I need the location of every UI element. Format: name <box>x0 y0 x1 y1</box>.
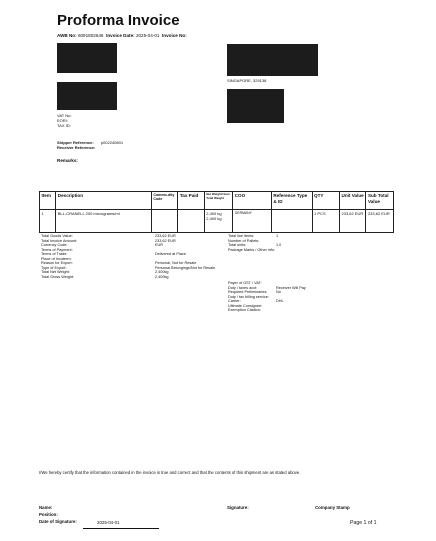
awb-value: 6091802646 <box>77 33 104 38</box>
invoice-date-label: Invoice Date: <box>106 33 135 38</box>
summary-label: Number of Pallets: <box>228 238 260 243</box>
payment-label: Required Preliminaries: <box>228 290 268 294</box>
signature-label: Signature: <box>227 505 249 510</box>
cell-item: 1 <box>40 210 56 233</box>
col-subtotal: Sub Total Value <box>366 192 394 210</box>
payment-label: Duty / taxes acct: <box>228 285 258 290</box>
invoice-date-value: 2025-04-01 <box>135 33 160 38</box>
payment-value <box>276 308 336 313</box>
certification-statement: I/We hereby certify that the information contained in the invoice is true and correct and that the contents of this shipment are as stated above. <box>39 470 301 475</box>
redacted-sender-details <box>57 82 117 110</box>
name-label: Name: <box>39 505 53 510</box>
items-table <box>39 191 394 233</box>
cell-weight: 2,400 kg 2,400 kg <box>204 210 232 233</box>
summary-label: Total units: <box>228 243 247 247</box>
summary-label: Type of Export: <box>41 265 67 270</box>
invoice-no-label: Invoice No: <box>162 33 187 38</box>
items-table-header <box>40 192 394 210</box>
col-commodity-code: Commo-dity Code <box>151 192 177 210</box>
shipper-ref-value: p002240801 <box>100 140 124 145</box>
position-label: Position: <box>39 512 58 517</box>
recipient-city-line: SINGAPORE, 329138 <box>227 78 267 83</box>
col-net-weight: Net Weight/ Item Total Weight <box>204 192 232 210</box>
payment-label: Ultimate Consignee: <box>228 303 263 308</box>
cell-subtotal: 233,62 EUR <box>366 210 394 233</box>
awb-label: AWB No: <box>57 33 77 38</box>
summary-label: Total Invoice Amount: <box>41 238 78 243</box>
summary-value: 1,0 <box>276 243 282 247</box>
summary-value: 233,62 EUR <box>155 238 176 243</box>
summary-value: Delivered at Place <box>155 252 186 256</box>
summary-label: Package Marks / Other info: <box>228 247 276 252</box>
payment-label: Duty / tax billing service: <box>228 294 269 299</box>
date-of-signature-value: 2025-04-01 <box>97 520 120 525</box>
summary-value: 2,400kg <box>155 270 169 274</box>
payment-value: No <box>276 290 281 294</box>
table-row <box>40 210 394 233</box>
summary-label: Place of Incoterm: <box>41 256 72 261</box>
summary-label: Total line items: <box>228 234 255 238</box>
cell-description: BLL-CRANELL 200 micrograms/ml <box>56 210 152 233</box>
taxid-label: TAX ID: <box>57 123 71 128</box>
receiver-ref-label: Receiver Reference: <box>57 145 96 150</box>
col-description: Description <box>56 192 152 210</box>
summary-value: 2,400kg <box>155 274 169 279</box>
col-coo: COO <box>233 192 272 210</box>
eori-label: EORI: <box>57 118 68 123</box>
redacted-recipient-address <box>227 44 318 76</box>
payment-value: Receiver Will Pay <box>276 285 306 290</box>
date-signature-line <box>83 528 159 529</box>
summary-left-labels <box>41 234 161 279</box>
summary-value <box>276 248 326 253</box>
col-qty: QTY <box>312 192 339 210</box>
cell-unit-value: 233,62 EUR <box>340 210 366 233</box>
shipper-ref-label: Shipper Reference: <box>57 140 94 145</box>
cell-reference <box>271 210 312 233</box>
summary-label: Total Net Weight: <box>41 270 70 274</box>
payment-label: Carrier: <box>228 299 241 303</box>
summary-label: Terms of Trade: <box>41 252 68 256</box>
col-tax-paid: Tax Paid <box>178 192 204 210</box>
payment-values <box>276 281 336 313</box>
receiver-reference <box>57 145 95 150</box>
summary-label: Reason for Export: <box>41 261 73 265</box>
summary-label: Total Gross Weight: <box>41 274 75 279</box>
payment-label: Exemption Citation: <box>228 308 261 312</box>
date-of-signature-label: Date of Signature: <box>39 519 77 524</box>
payment-label: Payer of GST / VAT: <box>228 281 262 285</box>
invoice-meta <box>57 33 187 38</box>
summary-value: EUR <box>155 243 164 247</box>
cell-tax <box>178 210 204 233</box>
summary-value: 233,62 EUR <box>155 234 176 238</box>
redacted-recipient-details <box>227 89 284 123</box>
summary-left-values <box>155 234 215 279</box>
summary-label: Terms of Payment: <box>41 247 73 252</box>
summary-value: Personal Belongings/Not for Resale <box>155 265 216 270</box>
summary-label: Total Goods Value: <box>41 234 73 238</box>
cell-commodity <box>151 210 177 233</box>
vat-label: VAT No: <box>57 113 72 118</box>
remarks-label: Remarks: <box>57 158 78 163</box>
col-item: Item <box>40 192 56 210</box>
cell-coo: GERMANY <box>233 210 272 233</box>
redacted-sender-address <box>57 43 117 73</box>
cell-qty: 1 PCS <box>312 210 339 233</box>
company-stamp-label: Company Stamp <box>315 505 350 510</box>
col-unit-value: Unit Value <box>340 192 366 210</box>
invoice-title: Proforma Invoice <box>57 12 180 29</box>
payment-labels <box>228 281 280 313</box>
summary-value: Personal, Not for Resale <box>155 261 197 265</box>
summary-right-values <box>276 234 326 252</box>
summary-value: 1 <box>276 234 279 238</box>
col-reference: Reference Type & ID <box>271 192 312 210</box>
page-number: Page 1 of 1 <box>350 520 377 526</box>
summary-label: Currency Code: <box>41 243 68 247</box>
payment-value: DHL <box>276 299 284 303</box>
